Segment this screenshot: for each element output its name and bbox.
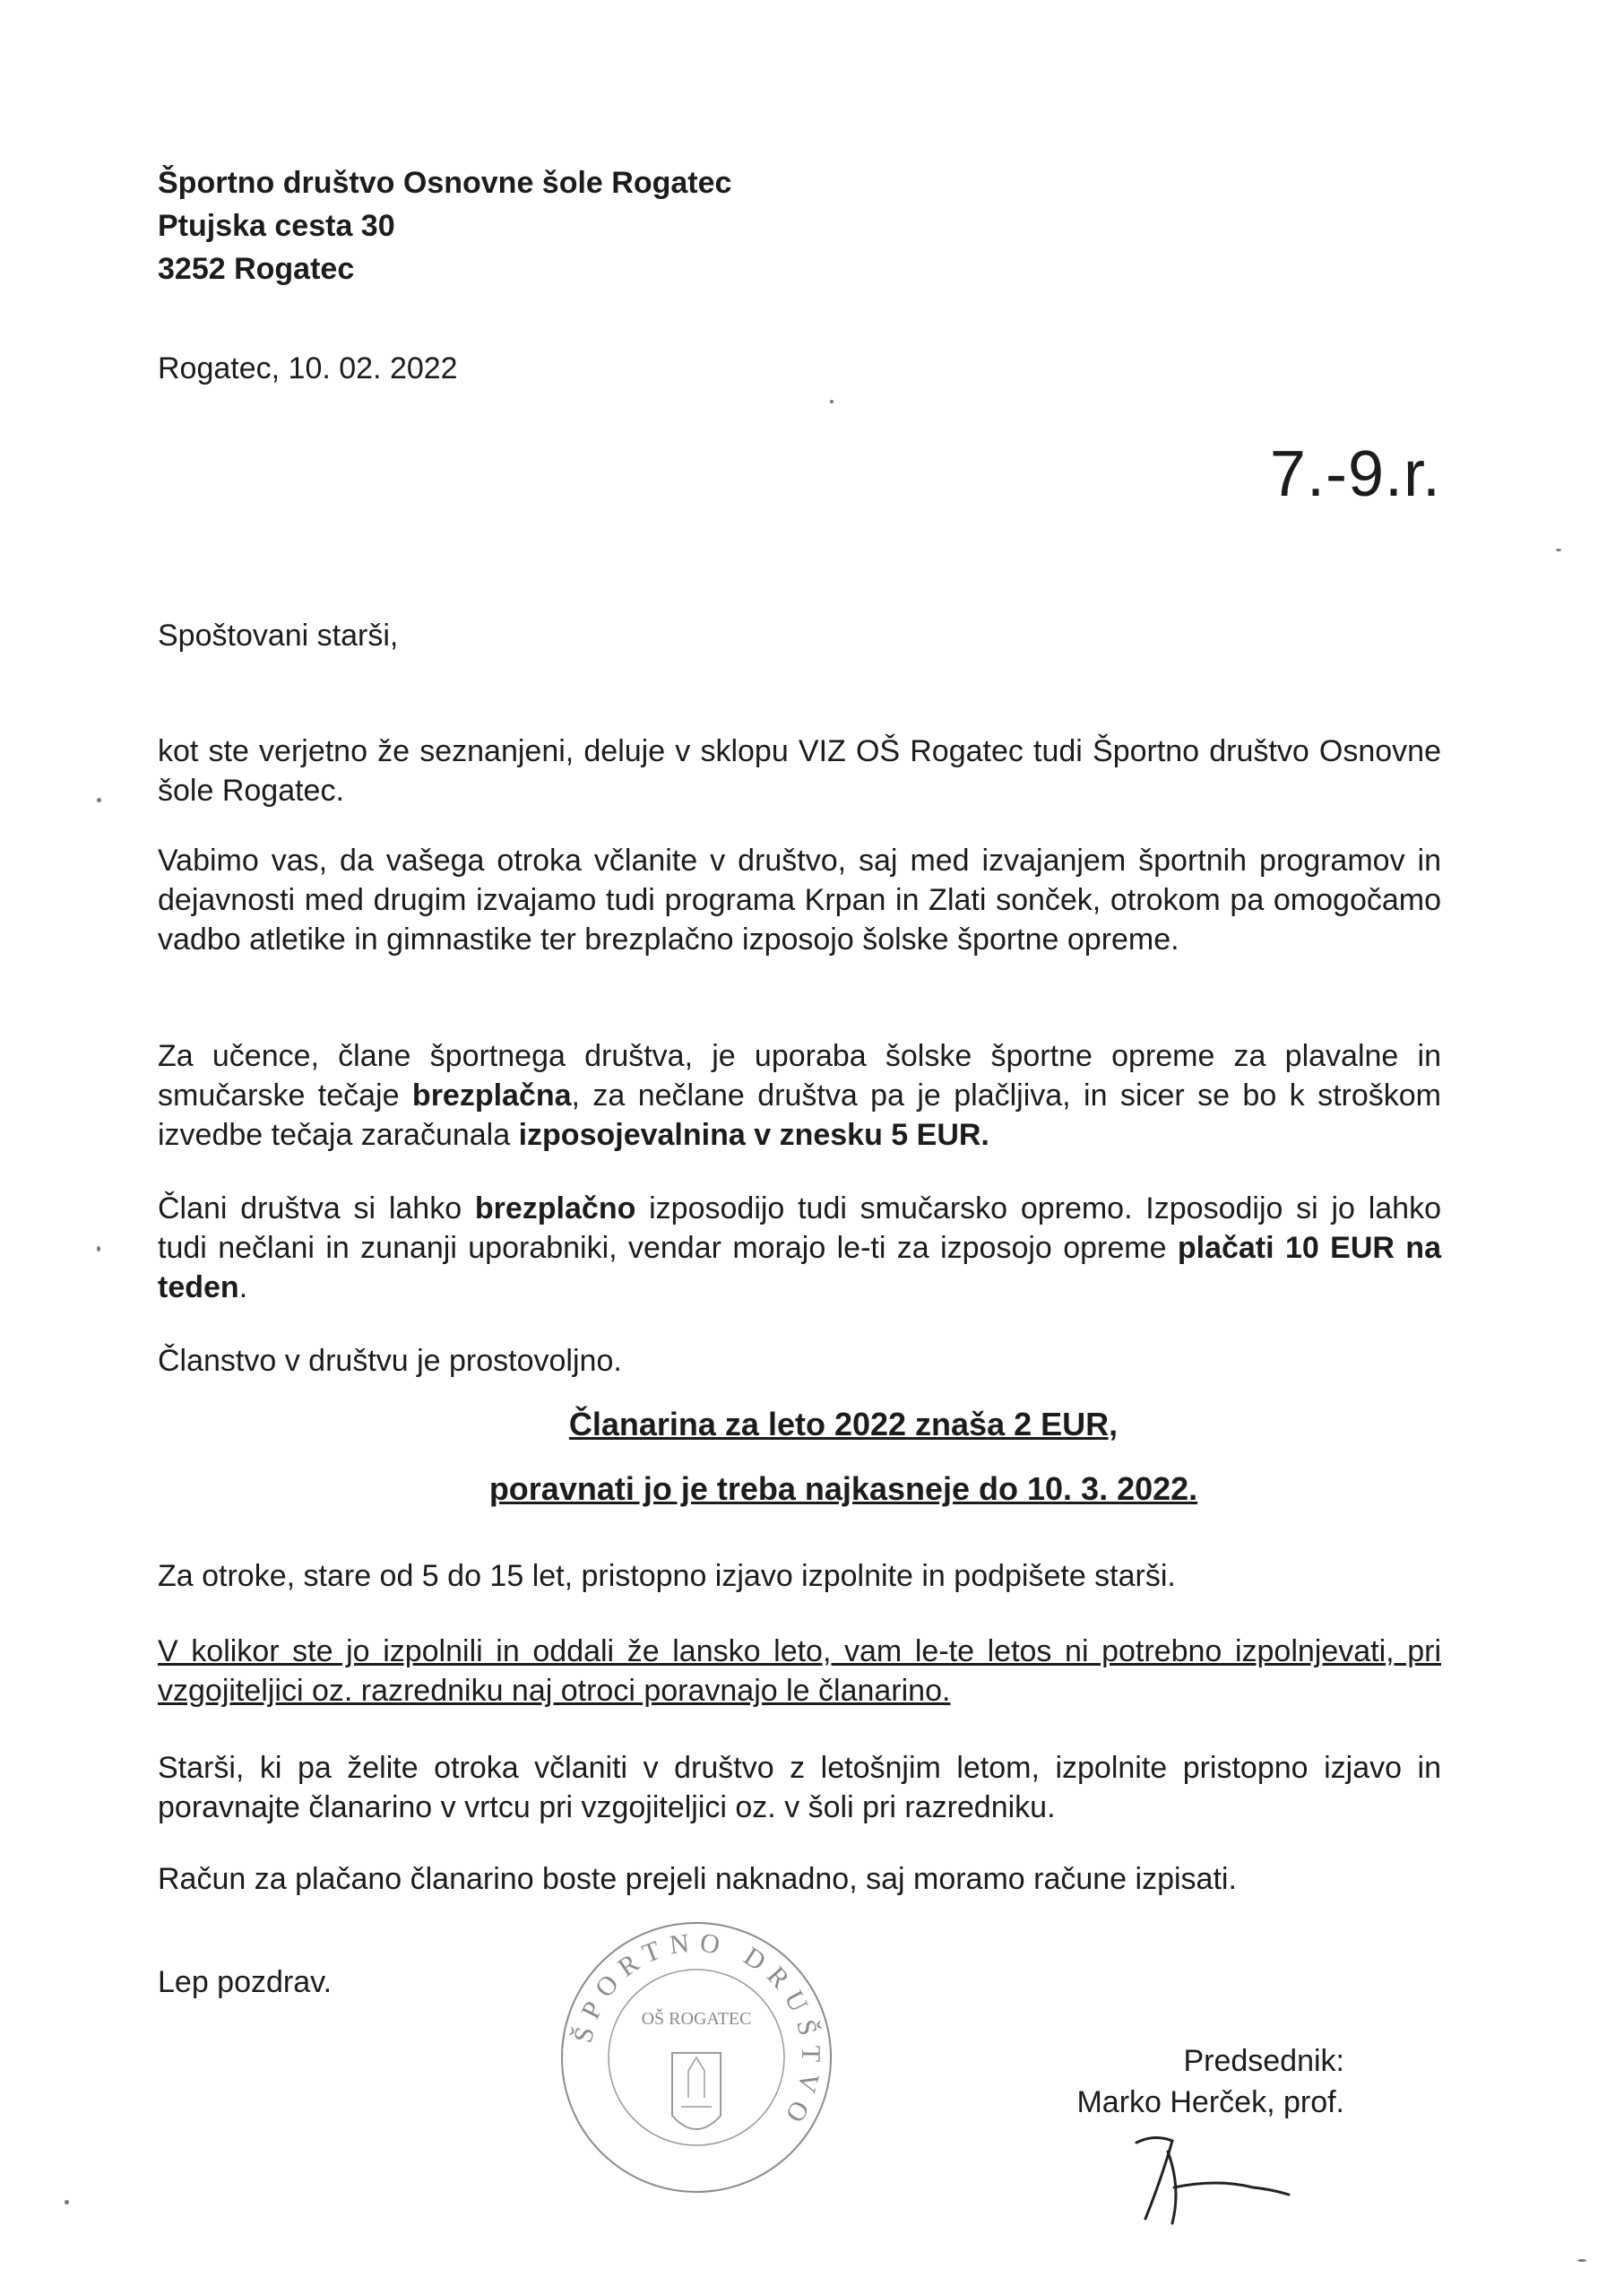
scan-speck	[830, 400, 834, 403]
paragraph-ski-free: brezplačno	[474, 1191, 636, 1225]
paragraph-renewal-text: V kolikor ste jo izpolnili in oddali že lansko leto, vam le-te letos ni potrebno izpolnjevati, pri vzgojiteljici oz. razredniku naj otroci poravnajo le članarino.	[158, 1634, 1441, 1708]
paragraph-new-members	[158, 1748, 1441, 1827]
paragraph-intro	[158, 732, 1441, 810]
paragraph-new-members-text: Starši, ki pa želite otroka včlaniti v društvo z letošnjim letom, izpolnite pristopno izjavo in poravnajte članarino v vrtcu pri vzgojiteljici oz. v šoli pri razredniku.	[158, 1751, 1441, 1824]
paragraph-equipment-part-c: , za nečlane društva pa je plačljiva, in sicer se bo k stroškom izvedbe tečaja zaračunala	[158, 1078, 1441, 1152]
signer-name: Marko Herček, prof.	[1076, 2085, 1344, 2119]
paragraph-equipment-free: brezplačna	[411, 1078, 572, 1113]
paragraph-voluntary	[158, 1341, 1441, 1381]
paragraph-age-range	[158, 1556, 1441, 1596]
scan-speck	[97, 1246, 100, 1251]
sender-street: Ptujska cesta 30	[158, 209, 395, 243]
paragraph-receipt-text: Račun za plačano članarino boste prejeli naknadno, saj moramo račune izpisati.	[158, 1862, 1237, 1896]
club-stamp	[557, 1918, 835, 2196]
paragraph-renewal	[158, 1632, 1441, 1710]
letter-date: Rogatec, 10. 02. 2022	[158, 351, 458, 385]
sender-city: 3252 Rogatec	[158, 252, 355, 286]
greeting: Spoštovani starši,	[158, 619, 399, 653]
paragraph-age-range-text: Za otroke, stare od 5 do 15 let, pristopno izjavo izpolnite in podpišete starši.	[158, 1559, 1176, 1593]
scan-speck	[65, 2200, 69, 2204]
paragraph-receipt	[158, 1859, 1441, 1899]
paragraph-ski-fee: plačati 10 EUR na teden	[158, 1231, 1441, 1304]
paragraph-intro-text: kot ste verjetno že seznanjeni, deluje v sklopu VIZ OŠ Rogatec tudi Športno društvo Osnovne šole Rogatec.	[158, 734, 1441, 808]
signer-title: Predsednik:	[1183, 2044, 1344, 2078]
payment-deadline-line: poravnati jo je treba najkasneje do 10. 3. 2022.	[488, 1470, 1198, 1507]
scan-speck	[97, 798, 101, 802]
paragraph-equipment-part-a: Za učence, člane športnega društva, je uporaba šolske športne opreme za plavalne in smučarske tečaje	[158, 1039, 1441, 1113]
sender-name: Športno društvo Osnovne šole Rogatec	[158, 166, 732, 200]
paragraph-voluntary-text: Članstvo v društvu je prostovoljno.	[158, 1344, 622, 1378]
closing-greeting: Lep pozdrav.	[158, 1965, 333, 1999]
signer-block	[1058, 2040, 1344, 2123]
paragraph-ski-rental	[158, 1189, 1441, 1307]
scan-speck	[1556, 549, 1561, 551]
paragraph-equipment	[158, 1036, 1441, 1155]
paragraph-ski-part-e: .	[238, 1270, 248, 1304]
membership-fee-line: Članarina za leto 2022 znaša 2 EUR,	[568, 1406, 1119, 1442]
paragraph-invitation	[158, 841, 1441, 959]
grade-note: 7.-9.r.	[1269, 438, 1441, 510]
sender-address	[158, 161, 731, 290]
handwritten-signature	[1119, 2125, 1298, 2232]
svg-text:ŠPORTNO DRUŠTVO: ŠPORTNO DRUŠTVO	[567, 1927, 826, 2135]
scan-speck	[1577, 2259, 1586, 2262]
paragraph-invitation-text: Vabimo vas, da vašega otroka včlanite v društvo, saj med izvajanjem športnih programov in dejavnosti med drugim izvajamo tudi programa Krpan in Zlati sonček, otrokom pa omogočamo vadbo atletike in gimnastike ter brezplačno izposojo šolske športne opreme.	[158, 844, 1441, 957]
svg-text:OŠ ROGATEC: OŠ ROGATEC	[641, 2009, 752, 2029]
paragraph-equipment-fee: izposojevalnina v znesku 5 EUR.	[518, 1118, 989, 1152]
paragraph-ski-rental-text	[158, 1189, 1441, 1307]
paragraph-equipment-text	[158, 1036, 1441, 1155]
paragraph-ski-part-a: Člani društva si lahko	[158, 1191, 475, 1225]
paragraph-ski-part-c: izposodijo tudi smučarsko opremo. Izposodijo si jo lahko tudi nečlani in zunanji uporabniki, vendar morajo le-ti za izposojo opreme	[158, 1191, 1441, 1265]
